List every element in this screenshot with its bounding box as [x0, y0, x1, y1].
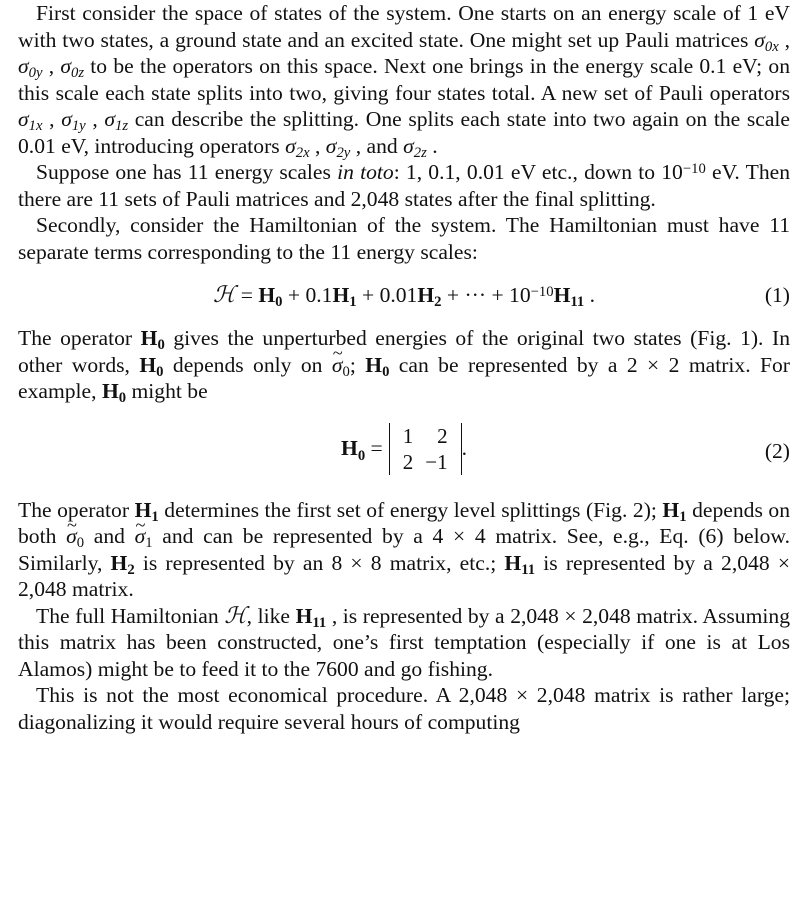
text-run: The operator — [18, 497, 135, 522]
text-run: determines the first set of energy level splittings (Fig. 2); — [158, 497, 663, 522]
h0-symbol: $H_0$ — [258, 283, 283, 311]
text-run: The full Hamiltonian — [36, 603, 225, 628]
equation-1 — [18, 265, 790, 325]
equation-2 — [18, 405, 790, 497]
text-run: , — [85, 107, 105, 131]
paragraph-hamiltonian-intro: Secondly, consider the Hamiltonian of the system. The Hamiltonian must have 11 separate terms corresponding to the 11 energy scales: — [18, 213, 790, 264]
text-run: , and — [350, 133, 404, 158]
text-run: , is represented by a 2,048 × 2,048 matrix. Assuming this matrix has been constructed, one’s first temptation (especially if one is at Los Alamos) might be to feed it to the 7600 and go fishing. — [18, 603, 790, 681]
h1-symbol: $H_1$ — [134, 497, 159, 525]
h11-symbol: $H_{11}$ — [295, 603, 327, 631]
text-run: Suppose one has 11 energy scales — [36, 160, 338, 184]
text-run: , — [309, 133, 326, 158]
script-h-symbol: ℋ — [224, 602, 247, 629]
text-run: ; — [349, 352, 366, 377]
text-run: eV. Then there are 11 sets of Pauli matrices and 2,048 states after the final splitting. — [18, 160, 790, 211]
sigma-2x: $\sigma_{2x}$ — [285, 133, 310, 161]
h0-symbol: $H_0$ — [101, 379, 127, 407]
text-run: gives the unperturbed energies of the original two states (Fig. 1). In other words, — [18, 326, 791, 377]
matrix-cell: 2 — [437, 423, 448, 448]
sigma-vector-0: ~ $\sigma_0$ — [332, 353, 350, 377]
matrix-cell: 2 — [402, 449, 414, 474]
text-run: and — [84, 524, 135, 548]
paragraph-full-hamiltonian — [18, 603, 790, 683]
equation-number-1: (1) — [764, 283, 790, 307]
text-run: can describe the splitting. One splits each state into two again on the scale 0.01 eV, introducing operators — [18, 107, 790, 158]
text-run: depends on both — [18, 497, 790, 548]
sigma-0z: $\sigma_{0z}$ — [60, 54, 85, 82]
sigma-2y: $\sigma_{2y}$ — [325, 133, 351, 161]
text-run: to be the operators on this space. Next one brings in the energy scale 0.1 eV; on this scale each state splits into two, giving four states total. A new set of Pauli operators — [18, 54, 790, 105]
text-run: , — [778, 27, 791, 52]
text-run: First consider the space of states of the system. One starts on an energy scale of 1 eV with two states, a ground state and an excited state. One might set up Pauli matrices — [18, 1, 790, 52]
h0-symbol: $H_0$ — [140, 326, 165, 354]
emphasis-in-toto: in toto — [337, 160, 394, 184]
sigma-0y: $\sigma_{0y}$ — [18, 54, 43, 82]
h2-symbol: $H_2$ — [417, 283, 442, 311]
h11-symbol: $H_{11}$ — [504, 550, 536, 578]
text-run: is represented by an 8 × 8 matrix, etc.; — [134, 550, 505, 575]
paragraph-state-space — [18, 0, 790, 159]
sigma-vector-0: ~ $\sigma_0$ — [66, 524, 84, 548]
matrix-cell: 1 — [402, 423, 414, 448]
h1-symbol: $H_1$ — [332, 283, 357, 311]
exponent: −10 — [530, 283, 554, 300]
text-run: and can be represented by a 4 × 4 matrix. See, e.g., Eq. (6) below. Similarly, — [18, 524, 790, 575]
sigma-vector-1: ~ $\sigma_1$ — [135, 524, 153, 548]
equation-2-lhs: $H_0$ = — [341, 436, 383, 464]
h2-symbol: $H_2$ — [110, 550, 135, 578]
text-run: depends only on — [163, 352, 332, 377]
matrix-cell: −1 — [425, 449, 448, 474]
h0-symbol: $H_0$ — [365, 352, 390, 380]
equation-number-2: (2) — [764, 438, 790, 463]
sigma-1y: $\sigma_{1y}$ — [61, 107, 86, 135]
paragraph-economical-procedure: This is not the most economical procedure. A 2,048 × 2,048 matrix is rather large; diagonalizing it would require several hours of computing — [18, 683, 790, 734]
paragraph-h0-operator — [18, 325, 790, 405]
h0-symbol: $H_0$ — [139, 352, 164, 380]
text-run: is represented by a 2,048 × 2,048 matrix. — [18, 550, 790, 601]
text-run: can be represented by a 2 × 2 matrix. For example, — [18, 352, 790, 403]
text-run: , — [42, 107, 62, 131]
sigma-1x: $\sigma_{1x}$ — [18, 107, 43, 135]
sigma-1z: $\sigma_{1z}$ — [104, 107, 129, 135]
equation-1-body: ℋ = $H_0 + 0.1H_1 + 0.01H_2$ + ··· + $10^{-10}H_{11}$ . — [212, 282, 596, 311]
script-h-symbol: ℋ — [212, 282, 236, 308]
text-run: , — [42, 54, 61, 78]
text-run: , like — [246, 603, 296, 628]
equation-2-period: . — [461, 436, 467, 461]
h0-matrix — [389, 423, 462, 475]
sigma-2z: $\sigma_{2z}$ — [403, 133, 427, 161]
text-run: The operator — [18, 326, 141, 350]
h11-symbol: $H_{11}$ — [553, 283, 585, 311]
paper-page — [18, 0, 790, 735]
h1-symbol: $H_1$ — [662, 497, 687, 525]
paragraph-energy-scales — [18, 159, 790, 212]
text-run: might be — [126, 379, 208, 403]
equation-2-body — [18, 423, 790, 475]
exponent: −10 — [682, 160, 706, 177]
text-run: : 1, 0.1, 0.01 eV etc., down to 10 — [393, 160, 683, 184]
h0-symbol: $H_0$ — [341, 436, 366, 464]
text-run: . — [426, 133, 438, 158]
sigma-0x: $\sigma_{0x}$ — [754, 27, 779, 55]
paragraph-h1-operator — [18, 497, 790, 603]
